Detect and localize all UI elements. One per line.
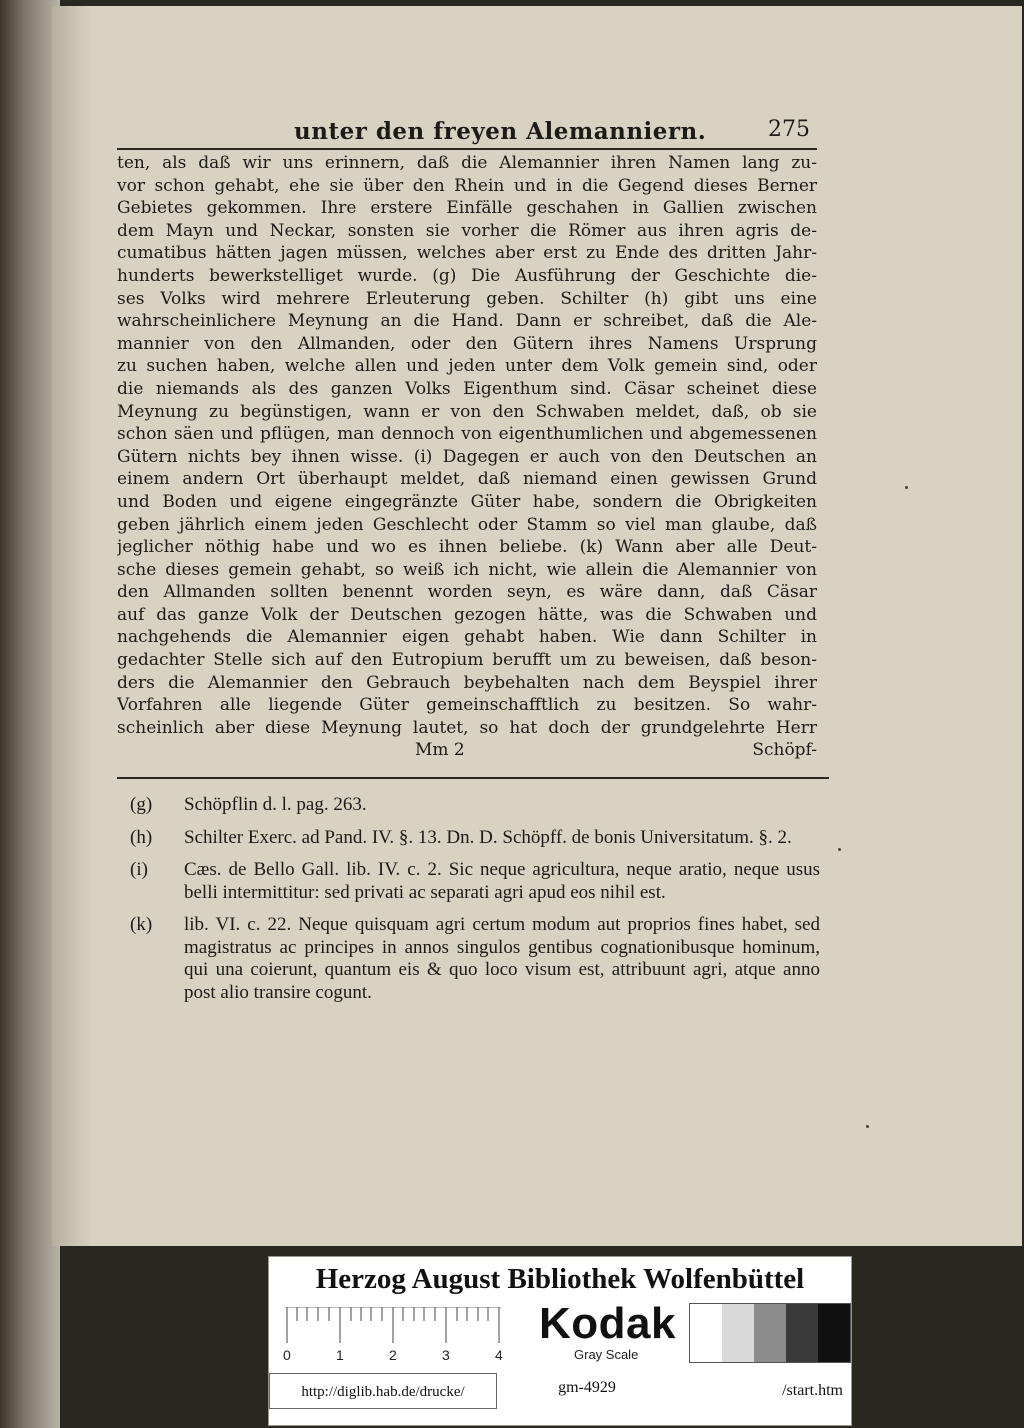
body-line: einem andern Ort überhaupt meldet, daß niemand einen gewissen Grund <box>117 469 817 490</box>
body-line: ses Volks wird mehrere Erleuterung geben. Schilter (h) gibt uns eine <box>117 288 817 309</box>
footnote-rule <box>117 777 829 779</box>
gray-patch <box>818 1304 850 1362</box>
library-title: Herzog August Bibliothek Wolfenbüttel <box>315 1263 805 1295</box>
footnote-mark: (k) <box>130 914 153 935</box>
page-number: 275 <box>768 117 810 142</box>
scan-left-edge <box>0 0 60 1428</box>
scale-ruler <box>285 1307 501 1347</box>
shelfmark-id: gm-4929 <box>558 1379 616 1396</box>
footnote-text: Schöpflin d. l. pag. 263. <box>184 794 367 815</box>
scale-number: 1 <box>336 1347 344 1363</box>
gray-patch <box>754 1304 786 1362</box>
gray-patch <box>722 1304 754 1362</box>
library-color-strip <box>268 1256 852 1426</box>
footnote-g <box>130 794 820 817</box>
body-line: gedachter Stelle sich auf den Eutropium berufft um zu beweisen, daß beson- <box>117 650 817 671</box>
gray-scale-label: Gray Scale <box>574 1347 639 1362</box>
body-line: wahrscheinlichere Meynung an die Hand. Dann er schreibet, daß die Ale- <box>117 311 817 332</box>
speck <box>905 486 908 489</box>
signature-mark: Mm 2 <box>415 740 465 760</box>
footnote-mark: (i) <box>130 859 148 880</box>
body-line: und Boden und eigene eingegränzte Güter habe, sondern die Obrigkeiten <box>117 491 817 512</box>
body-line: zu suchen haben, welche allen und jeden unter dem Volk gemein sind, oder <box>117 356 817 377</box>
body-line: mannier von den Allmanden, oder den Gütern ihres Namens Ursprung <box>117 333 817 354</box>
speck <box>838 848 841 851</box>
scale-number: 2 <box>389 1347 397 1363</box>
body-line: vor schon gehabt, ehe sie über den Rhein und in die Gegend dieses Berner <box>117 175 817 196</box>
footnote-i <box>130 859 820 904</box>
body-line: ders die Alemannier den Gebrauch beybehalten nach dem Beyspiel ihrer <box>117 672 817 693</box>
running-head: unter den freyen Alemanniern. <box>294 118 707 145</box>
body-text <box>117 152 817 739</box>
scale-number: 4 <box>495 1347 503 1363</box>
start-page-link: /start.htm <box>782 1382 843 1399</box>
page-gutter-shadow <box>52 6 92 1246</box>
footnote-k <box>130 914 820 1004</box>
footnote-text: Cæs. de Bello Gall. lib. IV. c. 2. Sic neque agricultura, neque aratio, neque usus belli intermittitur: sed privati ac separati agri apud eos nihil est. <box>184 859 820 903</box>
body-line: ten, als daß wir uns erinnern, daß die Alemannier ihren Namen lang zu- <box>117 153 817 173</box>
speck <box>866 1125 869 1128</box>
catchword: Schöpf- <box>752 740 817 760</box>
scale-number: 3 <box>442 1347 450 1363</box>
footnotes <box>130 794 820 1014</box>
body-line: nachgehends die Alemannier eigen gehabt haben. Wie dann Schilter in <box>117 627 817 648</box>
body-line: den Allmanden sollten benennt worden seyn, es wäre dann, daß Cäsar <box>117 582 817 603</box>
footnote-text: lib. VI. c. 22. Neque quisquam agri certum modum aut proprios fines habet, sed magistratus ac principes in annos singulos gentibus cognationibusque hominum, qui una coierunt, quantum eis & quo loco visum est, attribuunt agri, atque anno post alio transire cogunt. <box>184 914 820 1003</box>
body-line: schon säen und pflügen, man dennoch von eigenthumlichen und abgemessenen <box>117 424 817 445</box>
body-line: sche dieses gemein gehabt, so weiß ich nicht, wie allein die Alemannier von <box>117 559 817 580</box>
gray-patch <box>786 1304 818 1362</box>
footnote-h <box>130 827 820 850</box>
footnote-text: Schilter Exerc. ad Pand. IV. §. 13. Dn. D. Schöpff. de bonis Universitatum. §. 2. <box>184 826 792 848</box>
body-line: scheinlich aber diese Meynung lautet, so hat doch der grundgelehrte Herr <box>117 717 817 738</box>
scale-numbers <box>283 1347 513 1367</box>
body-line: Gütern nichts bey ihnen wisse. (i) Dagegen er auch von den Deutschen an <box>117 446 817 467</box>
library-url: http://diglib.hab.de/drucke/ <box>269 1373 497 1409</box>
scale-number: 0 <box>283 1347 291 1363</box>
footnote-mark: (g) <box>130 794 153 815</box>
header-rule <box>117 148 817 150</box>
body-line: Gebietes gekommen. Ihre erstere Einfälle geschahen in Gallien zwischen <box>117 198 817 219</box>
kodak-logo: Kodak <box>539 1299 676 1348</box>
body-line: hunderts bewerkstelliget wurde. (g) Die Ausführung der Geschichte die- <box>117 265 817 286</box>
body-line: geben jährlich einem jeden Geschlecht oder Stamm so viel man glaube, daß <box>117 514 817 535</box>
gray-patch <box>690 1304 722 1362</box>
body-line: jeglicher nöthig habe und wo es ihnen beliebe. (k) Wann aber alle Deut- <box>117 537 817 558</box>
signature-row <box>117 740 817 764</box>
gray-scale-patches <box>689 1303 851 1363</box>
body-line: Vorfahren alle liegende Güter gemeinschafftlich zu besitzen. So wahr- <box>117 695 817 716</box>
body-line: Meynung zu begünstigen, wann er von den Schwaben meldet, daß, ob sie <box>117 401 817 422</box>
footnote-mark: (h) <box>130 826 153 848</box>
body-line: die niemands als des ganzen Volks Eigenthum sind. Cäsar scheinet diese <box>117 378 817 399</box>
body-line: auf das ganze Volk der Deutschen gezogen hätte, was die Schwaben und <box>117 604 817 625</box>
body-line: cumatibus hätten jagen müssen, welches aber erst zu Ende des dritten Jahr- <box>117 243 817 264</box>
body-line: dem Mayn und Neckar, sonsten sie vorher die Römer aus ihren agris de- <box>117 220 817 241</box>
